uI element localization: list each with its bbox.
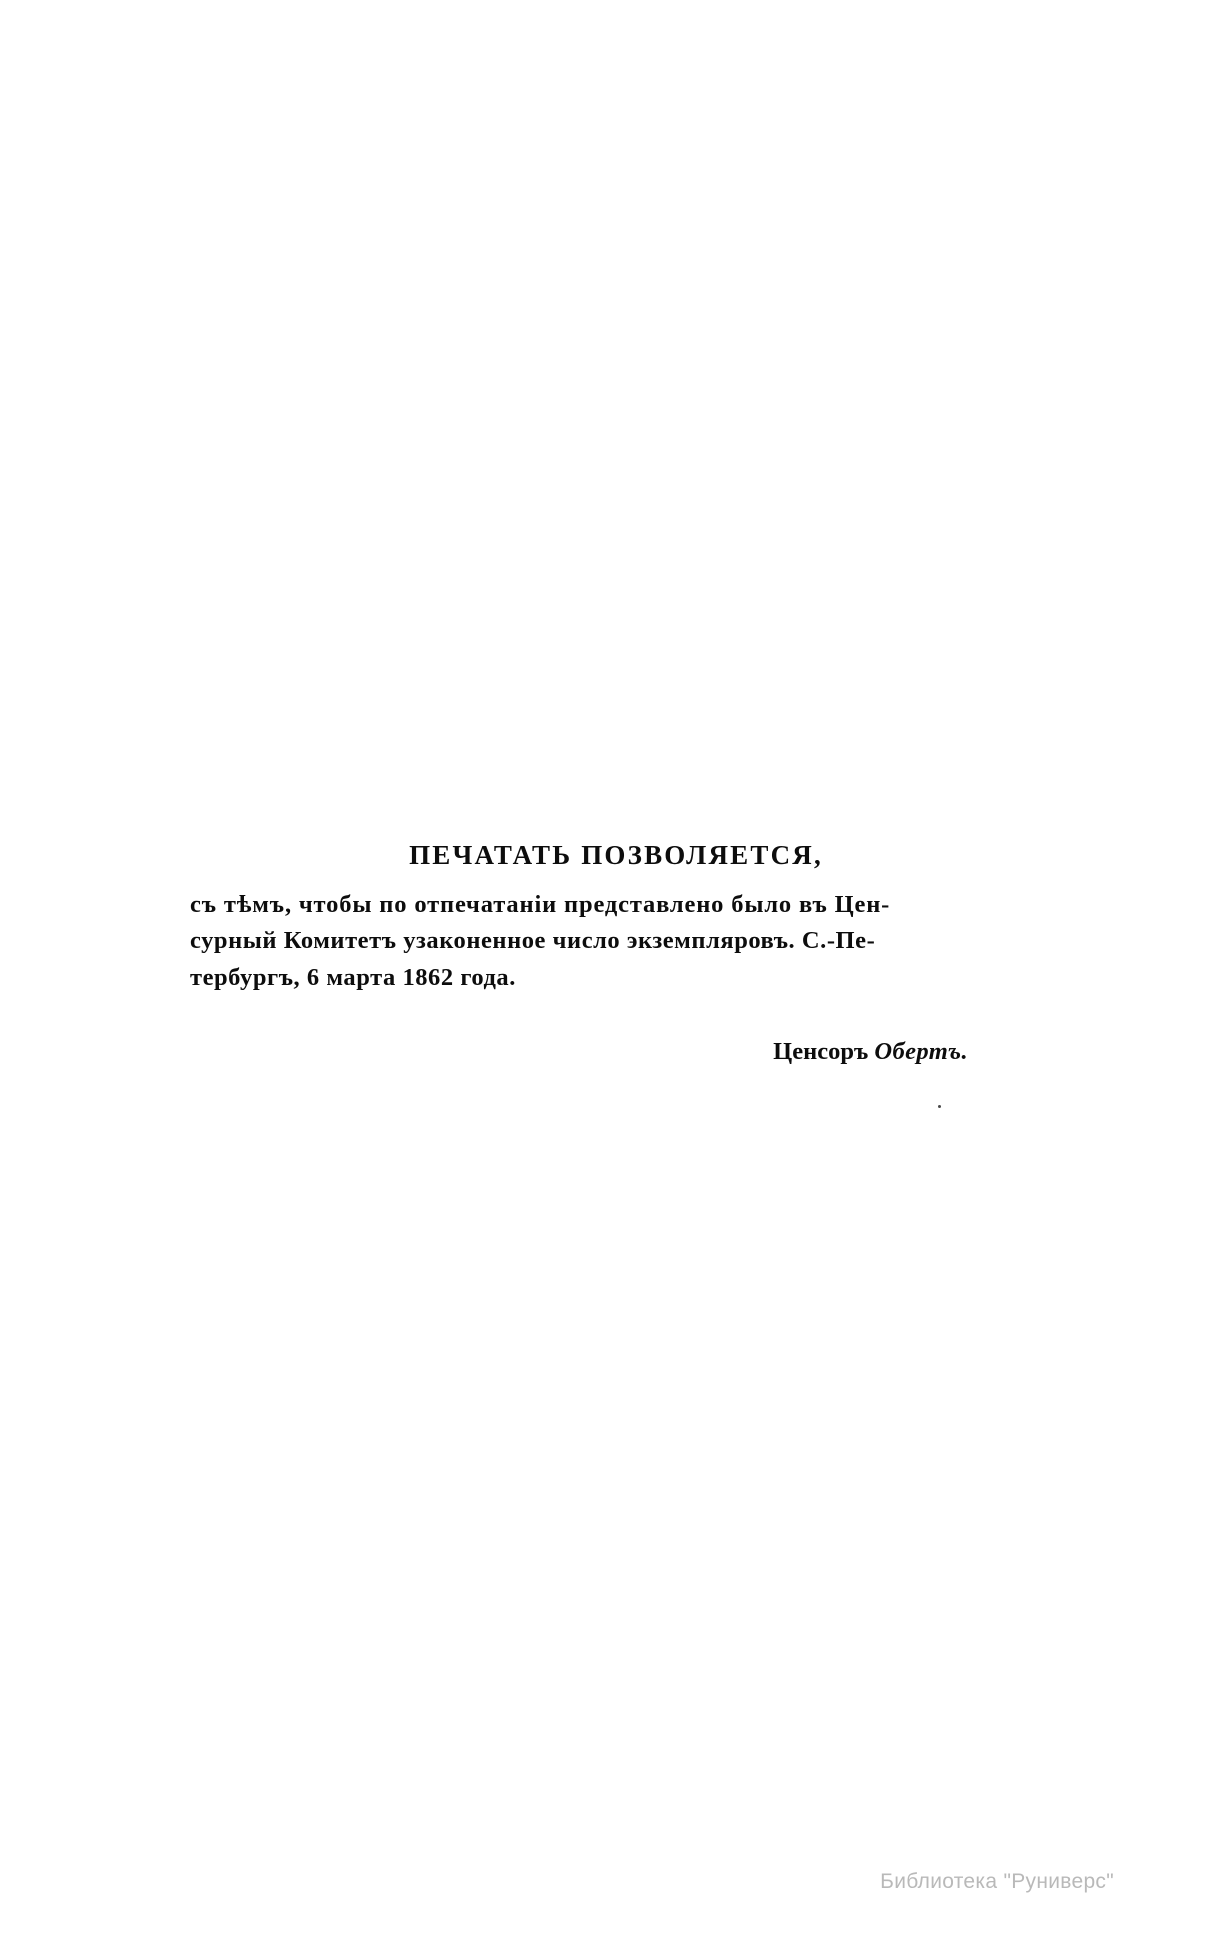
censorship-notice [190, 840, 1030, 1066]
censor-signature-name: Обертъ. [874, 1037, 968, 1065]
scan-speck [938, 1105, 941, 1108]
censorship-notice-body-line: тербургъ, 6 марта 1862 года. [190, 963, 516, 991]
censorship-notice-body-line: сурный Комитетъ узаконенное число экземпляровъ. С.-Пе- [190, 927, 876, 955]
censorship-notice-body [190, 887, 1030, 996]
censorship-notice-heading: ПЕЧАТАТЬ ПОЗВОЛЯЕТСЯ, [409, 840, 823, 870]
censor-signature-title: Ценсоръ [773, 1037, 869, 1065]
censorship-notice-body-line: съ тѣмъ, чтобы по отпечатаніи представлено было въ Цен- [190, 891, 891, 918]
library-watermark: Библиотека "Руниверс" [880, 1870, 1114, 1893]
censor-signature [190, 1038, 1030, 1066]
